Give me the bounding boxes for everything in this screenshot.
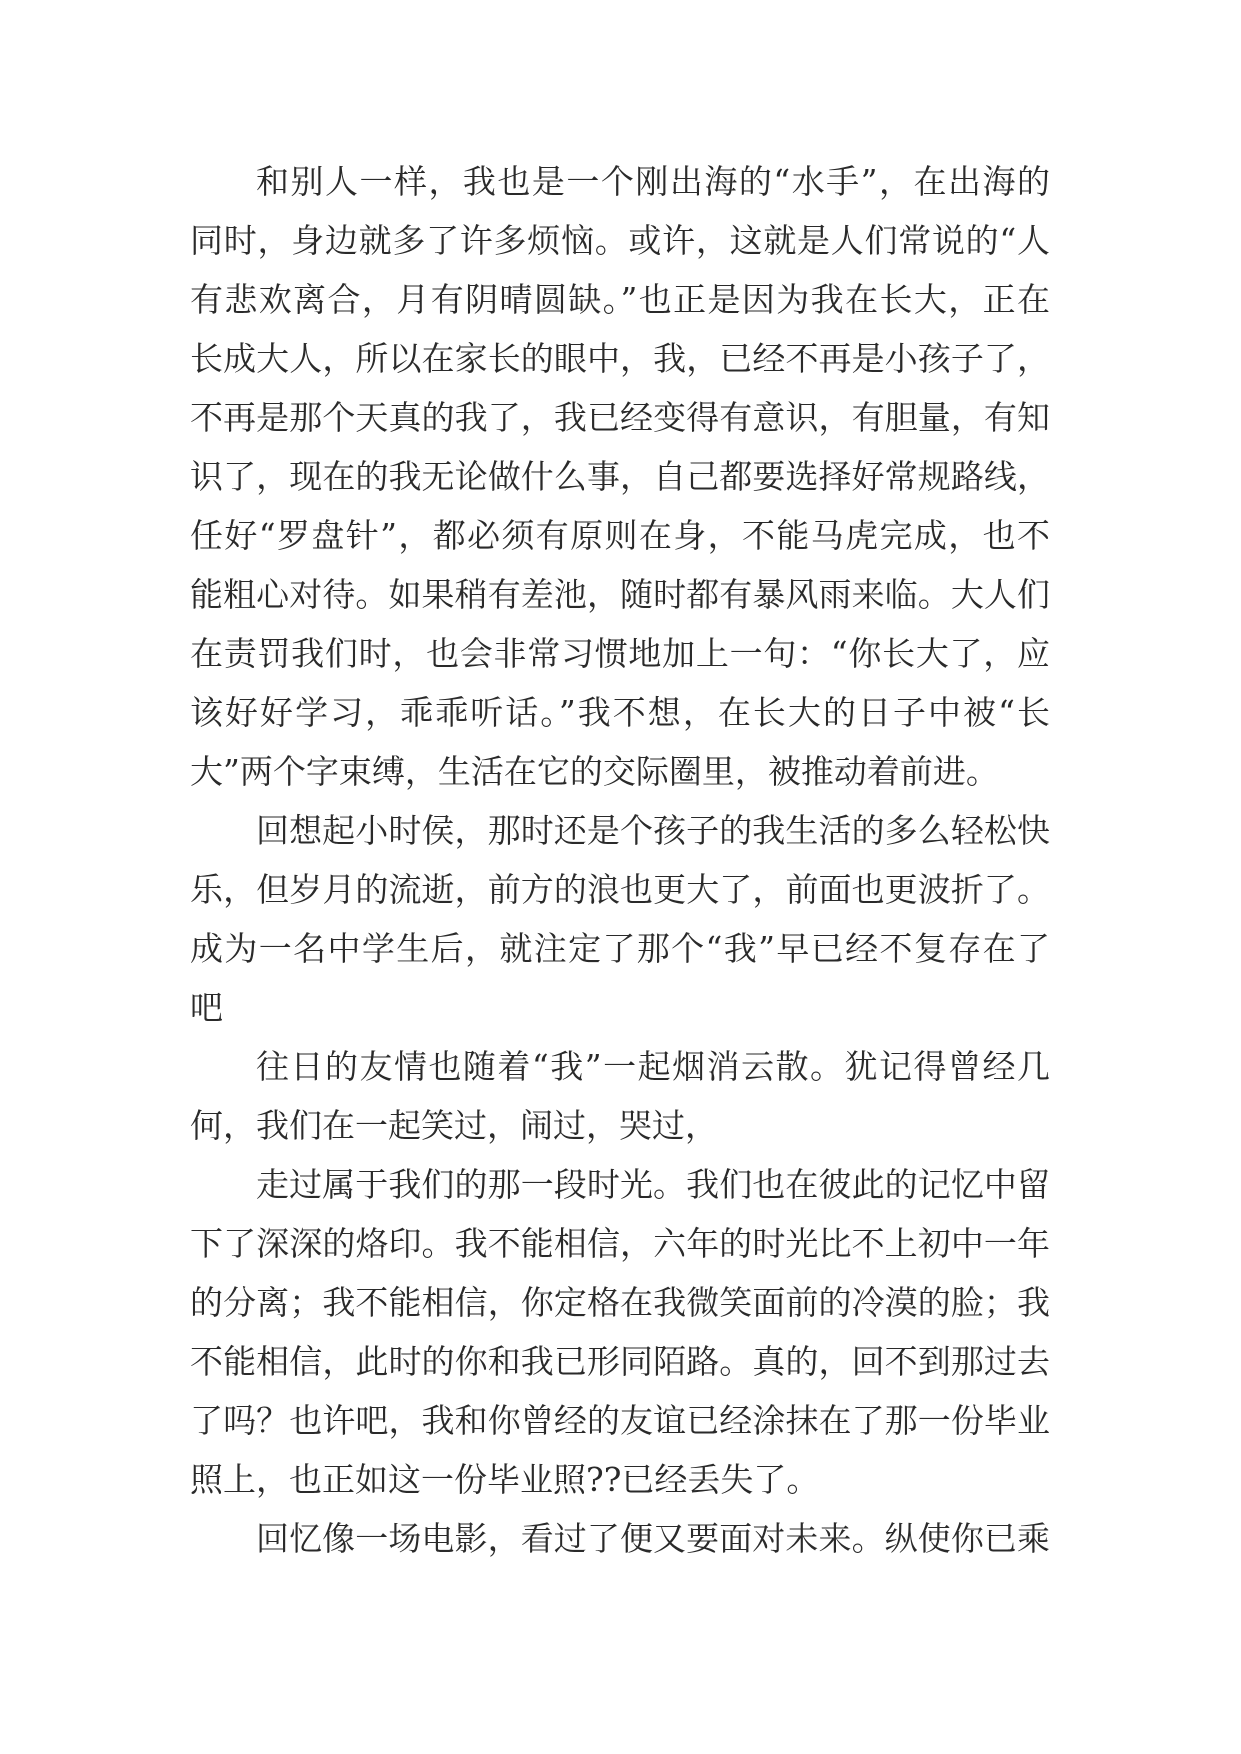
text-line: 吧 — [190, 988, 223, 1027]
document-body — [190, 152, 1050, 1568]
text-line: 和别人一样，我也是一个刚出海的“水手”，在出海的 — [256, 162, 1050, 201]
text-line: 该好好学习，乖乖听话。”我不想，在长大的日子中被“长 — [190, 693, 1050, 732]
text-line: 大”两个字束缚，生活在它的交际圈里，被推动着前进。 — [190, 752, 999, 791]
text-line: 下了深深的烙印。我不能相信，六年的时光比不上初中一年 — [190, 1224, 1050, 1263]
text-line: 同时，身边就多了许多烦恼。或许，这就是人们常说的“人 — [190, 221, 1050, 260]
text-line: 识了，现在的我无论做什么事，自己都要选择好常规路线， — [190, 457, 1050, 496]
text-line: 乐，但岁月的流逝，前方的浪也更大了，前面也更波折了。 — [190, 870, 1050, 909]
text-line: 照上，也正如这一份毕业照??已经丢失了。 — [190, 1460, 820, 1499]
text-line: 回想起小时侯，那时还是个孩子的我生活的多么轻松快 — [256, 811, 1050, 850]
text-line: 不能相信，此时的你和我已形同陌路。真的，回不到那过去 — [190, 1342, 1050, 1381]
text-line: 往日的友情也随着“我”一起烟消云散。犹记得曾经几 — [256, 1047, 1050, 1086]
text-line: 在责罚我们时，也会非常习惯地加上一句：“你长大了，应 — [190, 634, 1050, 673]
text-line: 何，我们在一起笑过，闹过，哭过， — [190, 1106, 718, 1145]
text-line: 的分离；我不能相信，你定格在我微笑面前的冷漠的脸；我 — [190, 1283, 1050, 1322]
text-line: 成为一名中学生后，就注定了那个“我”早已经不复存在了 — [190, 929, 1050, 968]
text-line: 长成大人，所以在家长的眼中，我，已经不再是小孩子了， — [190, 339, 1050, 378]
text-line: 有悲欢离合，月有阴晴圆缺。”也正是因为我在长大，正在 — [190, 280, 1050, 319]
text-line: 了吗？也许吧，我和你曾经的友谊已经涂抹在了那一份毕业 — [190, 1401, 1050, 1440]
text-line: 走过属于我们的那一段时光。我们也在彼此的记忆中留 — [256, 1165, 1050, 1204]
text-line: 能粗心对待。如果稍有差池，随时都有暴风雨来临。大人们 — [190, 575, 1050, 614]
text-line: 不再是那个天真的我了，我已经变得有意识，有胆量，有知 — [190, 398, 1050, 437]
text-line: 任好“罗盘针”，都必须有原则在身，不能马虎完成，也不 — [190, 516, 1050, 555]
text-line: 回忆像一场电影，看过了便又要面对未来。纵使你已乘 — [256, 1519, 1050, 1558]
